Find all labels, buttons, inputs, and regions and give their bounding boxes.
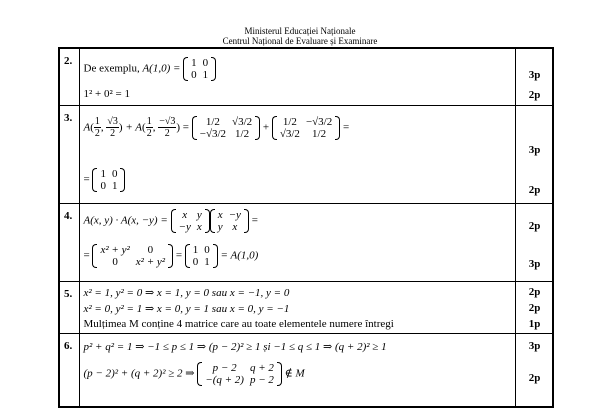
identity-matrix bbox=[183, 57, 216, 81]
points: 3p bbox=[528, 143, 541, 156]
fraction bbox=[146, 116, 153, 139]
matrix-entry: 1 bbox=[202, 69, 209, 81]
equals-sign: = bbox=[83, 173, 90, 186]
solution-line: p² + q² = 1 ⇒ −1 ≤ p ≤ 1 ⇒ (p − 2)² ≥ 1 și −1 ≤ q ≤ 1 ⇒ (q + 2)² ≥ 1 bbox=[83, 340, 387, 353]
matrix-entry: p − 2 bbox=[212, 361, 237, 374]
solution-line bbox=[84, 168, 126, 192]
points: 2p bbox=[528, 219, 541, 232]
table-row bbox=[59, 333, 553, 407]
matrix-entry: 1/2 bbox=[235, 127, 250, 140]
text: De exemplu, bbox=[83, 62, 143, 75]
solution-line bbox=[84, 362, 305, 386]
matrix-entry: 0 bbox=[147, 243, 154, 256]
matrix-sum bbox=[92, 244, 173, 268]
expression: + A bbox=[125, 121, 143, 134]
matrix-entry: −y bbox=[228, 208, 241, 221]
matrix-entry: y bbox=[196, 208, 202, 221]
equals-sign: = bbox=[182, 121, 189, 134]
plus-sign: + bbox=[262, 121, 270, 134]
matrix-entry: 1/2 bbox=[312, 127, 327, 140]
matrix-entry: √3/2 bbox=[232, 115, 253, 128]
solution-cell bbox=[79, 281, 515, 333]
fraction bbox=[94, 116, 101, 139]
denominator: 2 bbox=[94, 128, 100, 139]
numerator: √3 bbox=[107, 116, 118, 127]
item-number: 2. bbox=[59, 48, 79, 105]
solution-line: A( $\frac{1}{2}$ , $\frac{√3}{2}$ ) + A( $\frac{1}{2}$ , $\frac{-√3}{2}$ ) = 1/2 √3/2 −√3/2 1/2 + 1/2 −√3/2 √3/2 1/2 = bbox=[83, 115, 350, 140]
solution-line: Mulțimea M conține 4 matrice care au toate elementele numere întregi bbox=[83, 317, 394, 330]
item-number: 3. bbox=[59, 105, 79, 203]
points: 2p bbox=[528, 285, 541, 298]
table-row bbox=[59, 48, 553, 105]
matrix-entry: 1/2 bbox=[282, 115, 297, 128]
table-row bbox=[59, 203, 553, 281]
expression: A bbox=[83, 121, 91, 134]
points: 2p bbox=[528, 301, 541, 314]
points: 3p bbox=[528, 339, 541, 352]
equals-sign: = bbox=[83, 249, 90, 262]
item-number: 6. bbox=[59, 333, 79, 407]
matrix-entry: 1 bbox=[191, 57, 197, 69]
matrix-a-xy bbox=[171, 209, 210, 233]
denominator: 2 bbox=[164, 128, 170, 139]
solution-line: = x² + y² 0 0 x² + y² = 1 0 0 1 = A(1,0) bbox=[83, 243, 259, 268]
points-cell bbox=[515, 333, 553, 407]
matrix-entry: 1/2 bbox=[205, 115, 220, 128]
points: 3p bbox=[528, 69, 541, 81]
matrix-entry: √3/2 bbox=[279, 127, 300, 140]
matrix-pq bbox=[197, 362, 282, 386]
matrix-entry: −y bbox=[178, 220, 191, 233]
item-number: 5. bbox=[59, 281, 79, 333]
matrix-entry: p − 2 bbox=[249, 373, 274, 386]
solution-cell bbox=[79, 48, 515, 105]
points-cell bbox=[515, 203, 553, 281]
matrix-entry: 1 bbox=[100, 167, 106, 180]
expression: ∉ M bbox=[284, 367, 305, 380]
solution-line: A(x, y) · A(x, −y) = x y −y x x −y y x = bbox=[83, 208, 258, 233]
matrix-entry: 1 bbox=[192, 243, 199, 256]
fraction bbox=[106, 116, 119, 139]
table-row bbox=[59, 281, 553, 333]
matrix-entry: 1 bbox=[111, 179, 118, 192]
solution-cell bbox=[79, 105, 515, 203]
solution-cell bbox=[79, 333, 515, 407]
matrix-entry: x bbox=[232, 220, 238, 233]
solution-line: x² = 1, y² = 0 ⇒ x = 1, y = 0 sau x = −1, y = 0 bbox=[83, 286, 290, 299]
numerator: 1 bbox=[146, 116, 152, 127]
matrix-entry: y bbox=[217, 220, 223, 233]
expression: A(x, y) · A(x, −y) = bbox=[83, 214, 168, 227]
matrix-entry: x bbox=[217, 208, 223, 221]
denominator: 2 bbox=[146, 128, 152, 139]
matrix-entry: −√3/2 bbox=[305, 115, 333, 128]
solution-line bbox=[84, 57, 217, 81]
expression: A(1,0) = bbox=[142, 62, 181, 75]
matrix-entry: −√3/2 bbox=[199, 127, 227, 140]
numerator: 1 bbox=[94, 116, 100, 127]
solution-line: 1² + 0² = 1 bbox=[83, 88, 131, 100]
denominator: 2 bbox=[110, 128, 116, 139]
matrix-entry: −(q + 2) bbox=[205, 373, 244, 386]
matrix-entry: 0 bbox=[112, 255, 118, 268]
points: 1p bbox=[528, 317, 541, 330]
matrix-entry: x² + y² bbox=[135, 255, 166, 268]
matrix-entry: 0 bbox=[111, 167, 118, 180]
header-ministry: Ministerul Educației Naționale bbox=[244, 26, 356, 36]
points-cell bbox=[515, 281, 553, 333]
points: 3p bbox=[528, 257, 541, 270]
matrix-a bbox=[192, 116, 260, 140]
expression: = A(1,0) bbox=[220, 249, 259, 262]
matrix-entry: q + 2 bbox=[249, 361, 274, 374]
item-number: 4. bbox=[59, 203, 79, 281]
grading-table bbox=[58, 47, 554, 408]
fraction bbox=[158, 116, 176, 139]
solution-cell bbox=[79, 203, 515, 281]
points-cell bbox=[515, 48, 553, 105]
matrix-entry: x² + y² bbox=[100, 243, 130, 256]
matrix-entry: 1 bbox=[204, 255, 210, 268]
numerator: −√3 bbox=[159, 116, 176, 127]
matrix-entry: 0 bbox=[204, 243, 210, 256]
matrix-entry: 0 bbox=[191, 69, 197, 81]
matrix-entry: 0 bbox=[202, 57, 209, 69]
points-cell bbox=[515, 105, 553, 203]
points: 2p bbox=[528, 183, 541, 196]
matrix-b bbox=[272, 116, 340, 140]
equals-sign: = bbox=[342, 121, 350, 134]
matrix-a-x-minus-y bbox=[210, 209, 249, 233]
identity-matrix bbox=[185, 244, 218, 268]
header-center: Centrul Național de Evaluare și Examinare bbox=[222, 36, 378, 46]
points: 2p bbox=[528, 89, 541, 101]
expression: (p − 2)² + (q + 2)² ≥ 2 ⇒ bbox=[83, 367, 195, 380]
matrix-entry: x bbox=[182, 208, 188, 221]
identity-matrix bbox=[92, 168, 125, 192]
matrix-entry: x bbox=[196, 220, 202, 233]
points: 2p bbox=[528, 371, 541, 384]
matrix-entry: 0 bbox=[192, 255, 199, 268]
table-row bbox=[59, 105, 553, 203]
matrix-entry: 0 bbox=[100, 179, 106, 192]
solution-line: x² = 0, y² = 1 ⇒ x = 0, y = 1 sau x = 0, y = −1 bbox=[83, 302, 290, 315]
